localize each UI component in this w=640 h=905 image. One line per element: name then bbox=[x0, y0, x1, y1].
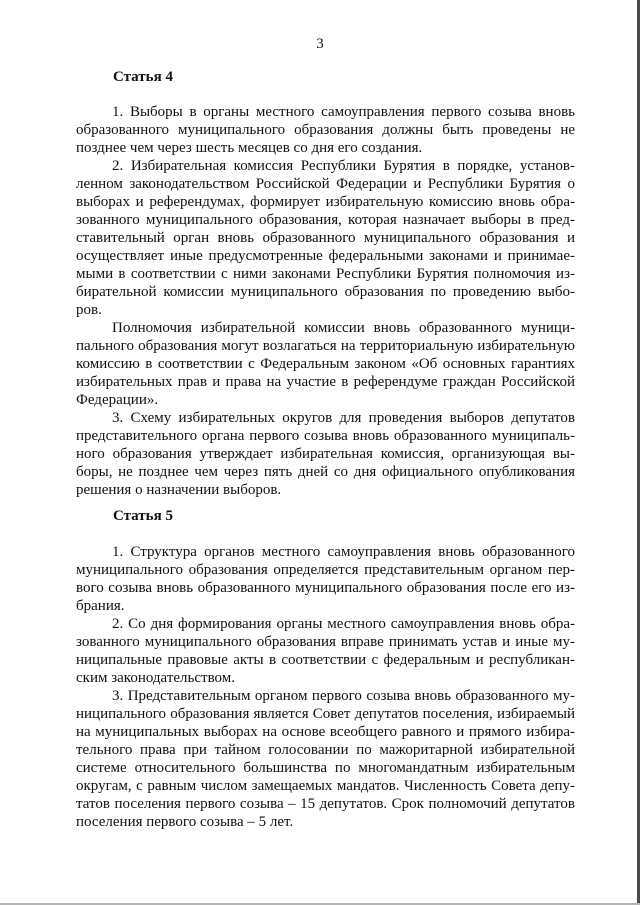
article-5-line: 3. Представительным органом первого созыва вновь образованного му- bbox=[112, 688, 575, 704]
article-5-line: ниципального образования является Совет депутатов поселения, избираемый bbox=[76, 706, 575, 722]
article-4-line: Полномочия избирательной комиссии вновь образованного муници- bbox=[112, 320, 575, 336]
article-4-line: ленном законодательством Российской Федерации и Республики Бурятия о bbox=[76, 176, 575, 192]
article-4-line: решения о назначении выборов. bbox=[76, 482, 282, 498]
article-5-line: зованного муниципального образования вправе принимать устав и иные му- bbox=[76, 634, 575, 650]
article-4-line: боры, не позднее чем через пять дней со дня официального опубликования bbox=[76, 464, 575, 480]
article-4-line: пального образования могут возлагаться на территориальную избирательную bbox=[76, 338, 575, 354]
article-4-line: выборах и референдумах, формирует избирательную комиссию вновь обра- bbox=[76, 194, 575, 210]
article-5-line: поселения первого созыва – 5 лет. bbox=[76, 814, 294, 830]
article-4-line: комиссию в соответствии с Федеральным законом «Об основных гарантиях bbox=[76, 356, 575, 372]
article-5-line: округам, с равным числом замещаемых мандатов. Численность Совета депу- bbox=[76, 778, 575, 794]
article-4-line: избирательных прав и права на участие в референдуме граждан Российской bbox=[76, 374, 575, 390]
article-5-line: тельного права при тайном голосовании по мажоритарной избирательной bbox=[76, 742, 575, 758]
article-4-line: 2. Избирательная комиссия Республики Бурятия в порядке, установ- bbox=[112, 158, 575, 174]
article-5-line: брания. bbox=[76, 598, 125, 614]
article-4-line: позднее чем через шесть месяцев со дня его создания. bbox=[76, 140, 423, 156]
article-4-line: ров. bbox=[76, 302, 102, 318]
article-4-heading: Статья 4 bbox=[113, 69, 173, 85]
article-4-line: представительного органа первого созыва вновь образованного муниципаль- bbox=[76, 428, 575, 444]
article-5-line: системе относительного большинства по многомандатным избирательным bbox=[76, 760, 575, 776]
article-4-line: образованного муниципального образования должны быть проведены не bbox=[76, 122, 575, 138]
article-4-line: 1. Выборы в органы местного самоуправления первого созыва вновь bbox=[112, 104, 575, 120]
article-4-line: мыми в соответствии с ними законами Республики Бурятия полномочия из- bbox=[76, 266, 575, 282]
article-4-line: зованного муниципального образования, которая назначает выборы в пред- bbox=[76, 212, 575, 228]
article-5-heading: Статья 5 bbox=[113, 508, 173, 524]
article-5-line: ниципальные правовые акты в соответствии с федеральным и республикан- bbox=[76, 652, 575, 668]
article-5-line: вого созыва вновь образованного муниципального образования после его из- bbox=[76, 580, 575, 596]
article-5-line: на муниципальных выборах на основе всеобщего равного и прямого избира- bbox=[76, 724, 575, 740]
article-5-line: ским законодательством. bbox=[76, 670, 236, 686]
article-4-line: 3. Схему избирательных округов для проведения выборов депутатов bbox=[112, 410, 575, 426]
article-5-line: муниципального образования определяется представительным органом пер- bbox=[76, 562, 575, 578]
article-5-line: татов поселения первого созыва – 15 депутатов. Срок полномочий депутатов bbox=[76, 796, 575, 812]
article-4-line: ставительный орган вновь образованного муниципального образования и bbox=[76, 230, 575, 246]
article-4-line: Федерации». bbox=[76, 392, 159, 408]
page-number: 3 bbox=[316, 36, 324, 52]
article-4-line: ного образования утверждает избирательная комиссия, организующая вы- bbox=[76, 446, 575, 462]
article-5-line: 2. Со дня формирования органы местного самоуправления вновь обра- bbox=[112, 616, 575, 632]
article-4-line: осуществляет иные предусмотренные федеральными законами и принимае- bbox=[76, 248, 575, 264]
article-5-line: 1. Структура органов местного самоуправления вновь образованного bbox=[112, 544, 575, 560]
article-4-line: бирательной комиссии муниципального образования по проведению выбо- bbox=[76, 284, 575, 300]
